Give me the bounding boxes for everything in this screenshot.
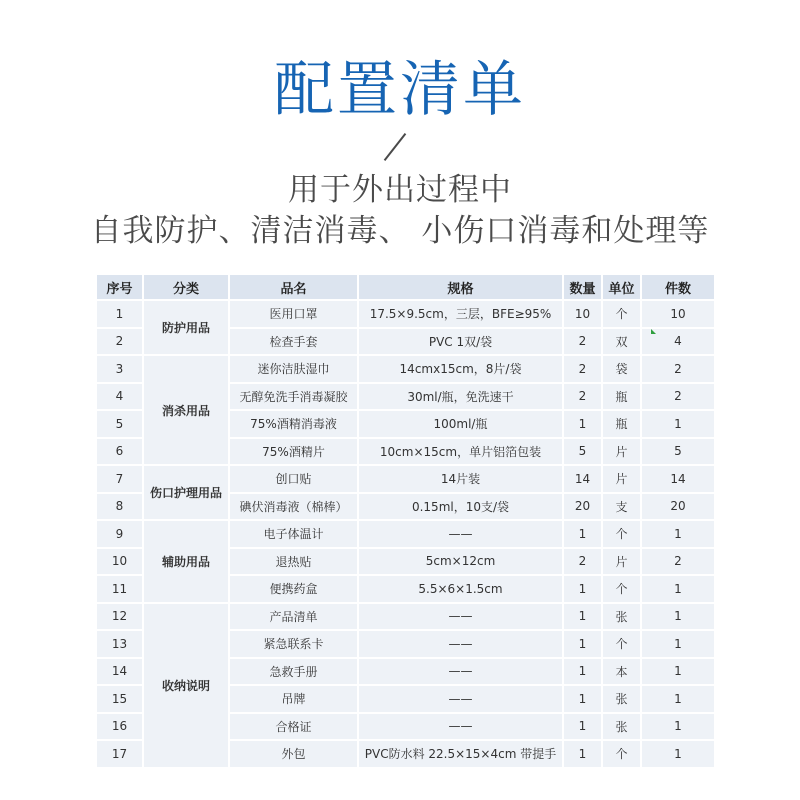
cell-count: 1 xyxy=(642,686,714,712)
header-no: 序号 xyxy=(97,275,142,299)
cell-spec: 5cm×12cm xyxy=(359,549,562,575)
cell-qty: 1 xyxy=(564,631,601,657)
cell-name: 碘伏消毒液（棉棒） xyxy=(230,494,357,520)
cell-unit: 双 xyxy=(603,329,640,355)
cell-count: 10 xyxy=(642,301,714,327)
cell-name: 检查手套 xyxy=(230,329,357,355)
cell-unit: 个 xyxy=(603,521,640,547)
cell-no: 16 xyxy=(97,714,142,740)
cell-category: 辅助用品 xyxy=(144,521,228,602)
cell-qty: 1 xyxy=(564,714,601,740)
cell-count: 14 xyxy=(642,466,714,492)
cell-no: 3 xyxy=(97,356,142,382)
cell-count: 4 xyxy=(642,329,714,355)
cell-name: 退热贴 xyxy=(230,549,357,575)
cell-qty: 1 xyxy=(564,411,601,437)
header-unit: 单位 xyxy=(603,275,640,299)
cell-unit: 个 xyxy=(603,741,640,767)
table-row xyxy=(97,521,714,547)
subtitle-line-2: 自我防护、清洁消毒、 小伤口消毒和处理等 xyxy=(90,213,710,249)
cell-name: 75%酒精消毒液 xyxy=(230,411,357,437)
cell-qty: 5 xyxy=(564,439,601,465)
cell-qty: 1 xyxy=(564,659,601,685)
cell-count: 2 xyxy=(642,549,714,575)
cell-no: 9 xyxy=(97,521,142,547)
cell-qty: 1 xyxy=(564,576,601,602)
cell-name: 创口贴 xyxy=(230,466,357,492)
cell-name: 电子体温计 xyxy=(230,521,357,547)
subtitle-line-1: 用于外出过程中 xyxy=(288,172,512,208)
cell-unit: 个 xyxy=(603,576,640,602)
cell-spec: —— xyxy=(359,521,562,547)
cell-qty: 20 xyxy=(564,494,601,520)
cell-unit: 个 xyxy=(603,301,640,327)
cell-no: 17 xyxy=(97,741,142,767)
header-spec: 规格 xyxy=(359,275,562,299)
cell-count: 20 xyxy=(642,494,714,520)
cell-spec: 14片装 xyxy=(359,466,562,492)
cell-count: 1 xyxy=(642,741,714,767)
header-count: 件数 xyxy=(642,275,714,299)
cell-name: 急救手册 xyxy=(230,659,357,685)
cell-no: 15 xyxy=(97,686,142,712)
table-row xyxy=(97,356,714,382)
cell-unit: 个 xyxy=(603,631,640,657)
cell-count: 1 xyxy=(642,576,714,602)
cell-no: 13 xyxy=(97,631,142,657)
cell-qty: 2 xyxy=(564,384,601,410)
cell-count: 1 xyxy=(642,714,714,740)
cell-name: 外包 xyxy=(230,741,357,767)
cell-qty: 14 xyxy=(564,466,601,492)
cell-no: 11 xyxy=(97,576,142,602)
configuration-table xyxy=(95,273,716,769)
cell-no: 1 xyxy=(97,301,142,327)
cell-qty: 10 xyxy=(564,301,601,327)
cell-qty: 1 xyxy=(564,741,601,767)
cell-no: 5 xyxy=(97,411,142,437)
cell-unit: 本 xyxy=(603,659,640,685)
cell-category: 伤口护理用品 xyxy=(144,466,228,519)
cell-name: 医用口罩 xyxy=(230,301,357,327)
table-row xyxy=(97,604,714,630)
cell-unit: 瓶 xyxy=(603,411,640,437)
cell-spec: —— xyxy=(359,714,562,740)
cell-name: 紧急联系卡 xyxy=(230,631,357,657)
cell-unit: 片 xyxy=(603,549,640,575)
cell-qty: 1 xyxy=(564,686,601,712)
cell-spec: PVC 1双/袋 xyxy=(359,329,562,355)
cell-count: 5 xyxy=(642,439,714,465)
cell-qty: 1 xyxy=(564,521,601,547)
cell-no: 10 xyxy=(97,549,142,575)
cell-unit: 支 xyxy=(603,494,640,520)
header-category: 分类 xyxy=(144,275,228,299)
cell-no: 7 xyxy=(97,466,142,492)
cell-name: 合格证 xyxy=(230,714,357,740)
cell-unit: 张 xyxy=(603,604,640,630)
cell-category: 收纳说明 xyxy=(144,604,228,767)
cell-spec: 0.15ml，10支/袋 xyxy=(359,494,562,520)
cell-qty: 2 xyxy=(564,356,601,382)
cell-comment-marker xyxy=(651,329,656,334)
cell-no: 12 xyxy=(97,604,142,630)
cell-count: 1 xyxy=(642,631,714,657)
cell-no: 4 xyxy=(97,384,142,410)
cell-unit: 袋 xyxy=(603,356,640,382)
cell-unit: 张 xyxy=(603,714,640,740)
cell-spec: —— xyxy=(359,631,562,657)
cell-name: 便携药盒 xyxy=(230,576,357,602)
decorative-slash xyxy=(384,133,407,161)
cell-category: 防护用品 xyxy=(144,301,228,354)
cell-no: 2 xyxy=(97,329,142,355)
table-row xyxy=(97,301,714,327)
cell-spec: 30ml/瓶，免洗速干 xyxy=(359,384,562,410)
cell-count: 1 xyxy=(642,411,714,437)
cell-no: 14 xyxy=(97,659,142,685)
cell-spec: —— xyxy=(359,659,562,685)
cell-count: 2 xyxy=(642,384,714,410)
cell-unit: 张 xyxy=(603,686,640,712)
cell-spec: —— xyxy=(359,604,562,630)
cell-unit: 片 xyxy=(603,466,640,492)
cell-unit: 瓶 xyxy=(603,384,640,410)
cell-spec: 10cm×15cm，单片铝箔包装 xyxy=(359,439,562,465)
cell-category: 消杀用品 xyxy=(144,356,228,464)
cell-spec: 14cmx15cm，8片/袋 xyxy=(359,356,562,382)
table-row xyxy=(97,466,714,492)
cell-count: 1 xyxy=(642,659,714,685)
cell-spec: PVC防水料 22.5×15×4cm 带提手 xyxy=(359,741,562,767)
cell-count: 1 xyxy=(642,521,714,547)
cell-name: 75%酒精片 xyxy=(230,439,357,465)
cell-unit: 片 xyxy=(603,439,640,465)
cell-name: 迷你洁肤湿巾 xyxy=(230,356,357,382)
cell-qty: 1 xyxy=(564,604,601,630)
cell-count: 2 xyxy=(642,356,714,382)
header-name: 品名 xyxy=(230,275,357,299)
cell-name: 无醇免洗手消毒凝胶 xyxy=(230,384,357,410)
cell-count: 1 xyxy=(642,604,714,630)
table-header-row xyxy=(97,275,714,299)
page-title: 配置清单 xyxy=(274,55,526,125)
cell-no: 8 xyxy=(97,494,142,520)
cell-spec: —— xyxy=(359,686,562,712)
cell-name: 产品清单 xyxy=(230,604,357,630)
cell-qty: 2 xyxy=(564,549,601,575)
header-qty: 数量 xyxy=(564,275,601,299)
cell-spec: 5.5×6×1.5cm xyxy=(359,576,562,602)
cell-spec: 100ml/瓶 xyxy=(359,411,562,437)
cell-no: 6 xyxy=(97,439,142,465)
cell-qty: 2 xyxy=(564,329,601,355)
cell-name: 吊牌 xyxy=(230,686,357,712)
cell-spec: 17.5×9.5cm，三层，BFE≥95% xyxy=(359,301,562,327)
